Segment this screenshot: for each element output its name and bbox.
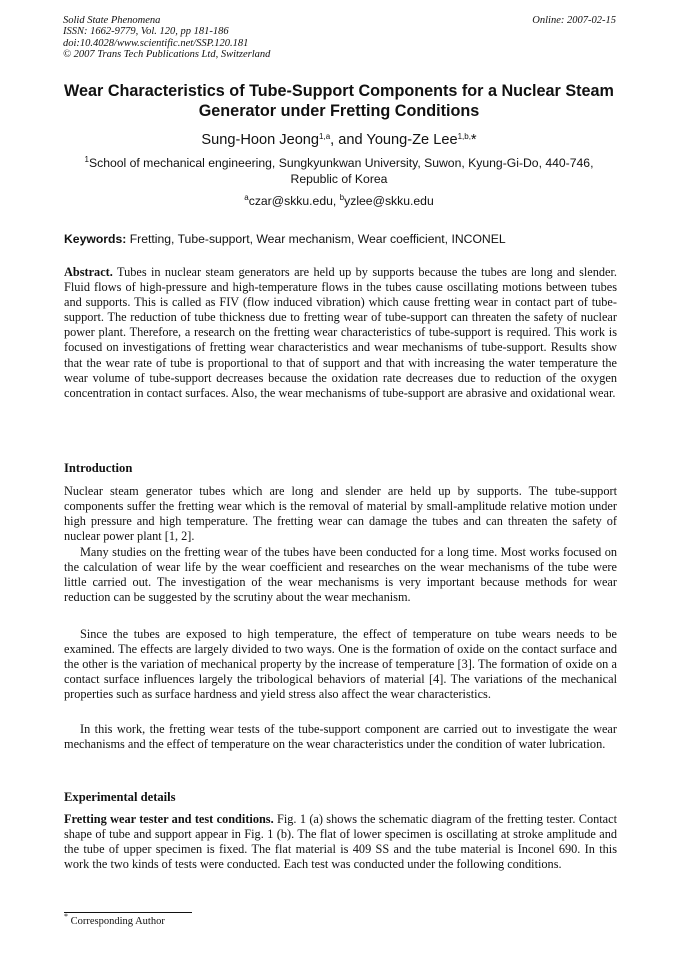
- title-line-1: Wear Characteristics of Tube-Support Components for a Nuclear Steam: [64, 82, 614, 100]
- author-emails: [40, 194, 638, 209]
- abstract-text: Tubes in nuclear steam generators are held up by supports because the tubes are long and slender. Fluid flows of high-pressure and high-temperature flows in the tubes cause oscillating motions between tubes and supports. This is called as FIV (flow induced vibration) which cause fretting wear in contact part of tube-support. The reduction of tube thickness due to fretting wear of tube-support can threaten the safety of nuclear power plant. Therefore, a research on the fretting wear characteristics of tube-support is required. This work is focused on investigations of fretting wear characteristics and wear mechanisms of tube-support. Results show that the wear rate of tube is proportional to that of support and that with increasing the water temperature the wear volume of tube-support decreases because the oxidation rate decreases due to reduction of the oxygen concentration in contact surfaces. Also, the wear mechanisms of tube-support are abrasive and oxidational wear.: [64, 265, 617, 400]
- email-a[interactable]: czar@skku.edu,: [248, 194, 340, 208]
- footnote: [64, 912, 165, 928]
- corresponding-mark: *: [470, 132, 477, 148]
- author-separator: , and: [330, 132, 367, 148]
- email-b-mark: b: [339, 193, 345, 202]
- experimental-text: Fig. 1 (a) shows the schematic diagram of the fretting tester. Contact shape of tube and support appear in Fig. 1 (b). The flat of lower specimen is oscillating at stroke amplitude and the tube of upper specimen is fixed. The flat material is 409 SS and the tube material is Inconel 690. In this work the two kinds of tests were conducted. Each test was conducted under the following conditions.: [64, 812, 617, 872]
- keywords: [64, 232, 616, 247]
- journal-name: Solid State Phenomena: [63, 15, 161, 26]
- intro-paragraph-2: Many studies on the fretting wear of the tubes have been conducted for a long time. Most works focused on the calculation of wear life by the wear coefficient and researches on the wear mechanisms of the tube were little carried out. The investigation of the wear mechanisms is very important because methods for wear reduction can be suggested by the scrutiny about the wear mechanism.: [64, 545, 617, 605]
- intro-paragraph-1: Nuclear steam generator tubes which are long and slender are held up by supports. The tube-support components suffer the fretting wear which is the removal of material by small-amplitude relative motion under high pressure and high temperature. The fretting wear can damage the tubes and can threaten the safety of nuclear power plant [1, 2].: [64, 484, 617, 544]
- issn-line: ISSN: 1662-9779, Vol. 120, pp 181-186: [63, 26, 229, 38]
- affiliation-line-1: School of mechanical engineering, Sungkyunkwan University, Suwon, Kyung-Gi-Do, 440-746,: [88, 156, 594, 170]
- author-1-affil: 1,a: [319, 132, 331, 141]
- author-2-affil: 1,b,: [457, 132, 471, 141]
- author-list: [40, 131, 638, 149]
- tester-subheading: Fretting wear tester and test conditions.: [64, 812, 274, 826]
- intro-paragraph-3: Since the tubes are exposed to high temperature, the effect of temperature on tube wears needs to be examined. The effects are largely divided to two ways. One is the formation of oxide on the contact surface and the other is the variation of mechanical property by the increase of temperature [3]. The formation of oxide on a contact surface influences largely the tribological behaviors of material [4]. The variations of the mechanical properties such as surface hardness and yield stress also affect the wear characteristics.: [64, 627, 617, 702]
- journal-header: [63, 15, 270, 61]
- footnote-mark: *: [64, 912, 68, 921]
- affiliation-mark: 1: [84, 155, 89, 164]
- keywords-text: Fretting, Tube-support, Wear mechanism, Wear coefficient, INCONEL: [126, 232, 506, 246]
- affiliation-line-2: Republic of Korea: [290, 171, 388, 186]
- affiliation: [60, 156, 618, 187]
- online-date: Online: 2007-02-15: [532, 15, 616, 26]
- abstract: [64, 265, 617, 401]
- footnote-text: Corresponding Author: [68, 916, 165, 927]
- introduction-heading: Introduction: [64, 461, 133, 475]
- footnote-rule: [64, 912, 192, 913]
- author-2: Young-Ze Lee: [366, 132, 458, 148]
- author-1: Sung-Hoon Jeong: [201, 132, 320, 148]
- title-line-2: Generator under Fretting Conditions: [198, 102, 480, 120]
- keywords-label: Keywords:: [64, 232, 127, 246]
- doi-line: doi:10.4028/www.scientific.net/SSP.120.181: [63, 37, 249, 49]
- email-b[interactable]: yzlee@skku.edu: [344, 194, 434, 208]
- experimental-paragraph-1: [64, 812, 617, 872]
- experimental-heading: Experimental details: [64, 790, 176, 804]
- email-a-mark: a: [244, 193, 249, 202]
- abstract-label: Abstract.: [64, 265, 113, 279]
- copyright-line: © 2007 Trans Tech Publications Ltd, Switzerland: [63, 49, 271, 61]
- intro-paragraph-4: In this work, the fretting wear tests of the tube-support component are carried out to investigate the wear mechanisms and the effect of temperature on the wear characteristics under the condition of water lubrication.: [64, 722, 617, 752]
- paper-title: [40, 81, 638, 121]
